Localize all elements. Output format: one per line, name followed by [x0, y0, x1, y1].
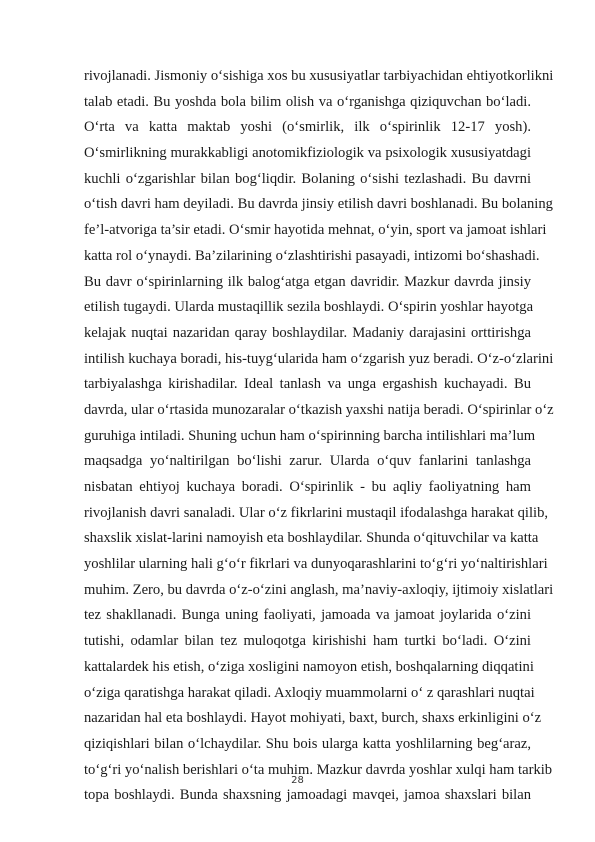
text-line: maqsadga yo‘naltirilgan bo‘lishi zarur. Ularda o‘quv fanlarini tanlashga [84, 453, 531, 470]
page-number: 28 [291, 775, 304, 786]
text-line: o‘tish davri ham deyiladi. Bu davrda jinsiy etilish davri boshlanadi. Bu bolaning [84, 196, 553, 213]
text-line: o‘ziga qaratishga harakat qiladi. Axloqiy muammolarni o‘ z qarashlari nuqtai [84, 684, 535, 701]
text-line: kattalardek his etish, o‘ziga xosligini namoyon etish, boshqalarning diqqatini [84, 658, 534, 675]
text-line: nazaridan hal eta boshlaydi. Hayot mohiyati, baxt, burch, shaxs erkinligini o‘z [84, 710, 542, 727]
text-line: topa boshlaydi. Bunda shaxsning jamoadagi mavqei, jamoa shaxslari bilan [84, 787, 531, 804]
text-line: tarbiyalashga kirishadilar. Ideal tanlash va unga ergashish kuchayadi. Bu [84, 376, 531, 393]
text-line: tutishi, odamlar bilan tez muloqotga kirishishi ham turtki bo‘ladi. O‘zini [84, 633, 531, 650]
text-line: kuchli o‘zgarishlar bilan bog‘liqdir. Bolaning o‘sishi tezlashadi. Bu davrni [84, 170, 531, 187]
text-line: kelajak nuqtai nazaridan qaray boshlaydilar. Madaniy darajasini orttirishga [84, 324, 531, 341]
text-line: to‘g‘ri yo‘nalish berishlari o‘ta muhim. Mazkur davrda yoshlar xulqi ham tarkib [84, 761, 553, 778]
document-body [84, 64, 554, 809]
text-line: nisbatan ehtiyoj kuchaya boradi. O‘spirinlik - bu aqliy faoliyatning ham [84, 479, 531, 495]
text-line: talab etadi. Bu yoshda bola bilim olish va o‘rganishga qiziquvchan bo‘ladi. [84, 93, 531, 110]
text-line: O‘smirlikning murakkabligi anotomikfiziologik va psixologik xususiyatdagi [84, 145, 531, 162]
text-line: muhim. Zero, bu davrda o‘z-o‘zini anglash, ma’naviy-axloqiy, ijtimoiy xislatlari [84, 581, 554, 598]
text-line: rivojlanish davri sanaladi. Ular o‘z fikrlarini mustaqil ifodalashga harakat qilib, [84, 504, 549, 521]
text-line: katta rol o‘ynaydi. Ba’zilarining o‘zlashtirishi pasayadi, intizomi bo‘shashadi. [84, 247, 540, 264]
text-line: tez shakllanadi. Bunga uning faoliyati, jamoada va jamoat joylarida o‘zini [84, 607, 531, 624]
text-line: Bu davr o‘spirinlarning ilk balog‘atga etgan davridir. Mazkur davrda jinsiy [84, 273, 531, 290]
text-line: shaxslik xislat-larini namoyish eta boshlaydilar. Shunda o‘qituvchilar va katta [84, 530, 539, 547]
text-line: rivojlanadi. Jismoniy o‘sishiga xos bu xususiyatlar tarbiyachidan ehtiyotkorlikni [84, 68, 554, 84]
text-line: yoshlilar ularning hali g‘o‘r fikrlari va dunyoqarashlarini to‘g‘ri yo‘naltirishlari [84, 556, 548, 573]
text-line: O‘rta va katta maktab yoshi (o‘smirlik, ilk o‘spirinlik 12-17 yosh). [84, 119, 531, 136]
text-line: guruhiga intiladi. Shuning uchun ham o‘spirinning barcha intilishlari ma’lum [84, 427, 536, 444]
text-line: fe’l-atvoriga ta’sir etadi. O‘smir hayotida mehnat, o‘yin, sport va jamoat ishlari [84, 222, 547, 239]
text-line: qiziqishlari bilan o‘lchaydilar. Shu bois ularga katta yoshlilarning beg‘araz, [84, 735, 531, 752]
text-line: etilish tugaydi. Ularda mustaqillik sezila boshlaydi. O‘spirin yoshlar hayotga [84, 299, 534, 316]
text-line: intilish kuchaya boradi, his-tuyg‘ularida ham o‘zgarish yuz beradi. O‘z-o‘zlarini [84, 350, 554, 367]
text-line: davrda, ular o‘rtasida munozaralar o‘tkazish yaxshi natija beradi. O‘spirinlar o‘z [84, 401, 554, 418]
